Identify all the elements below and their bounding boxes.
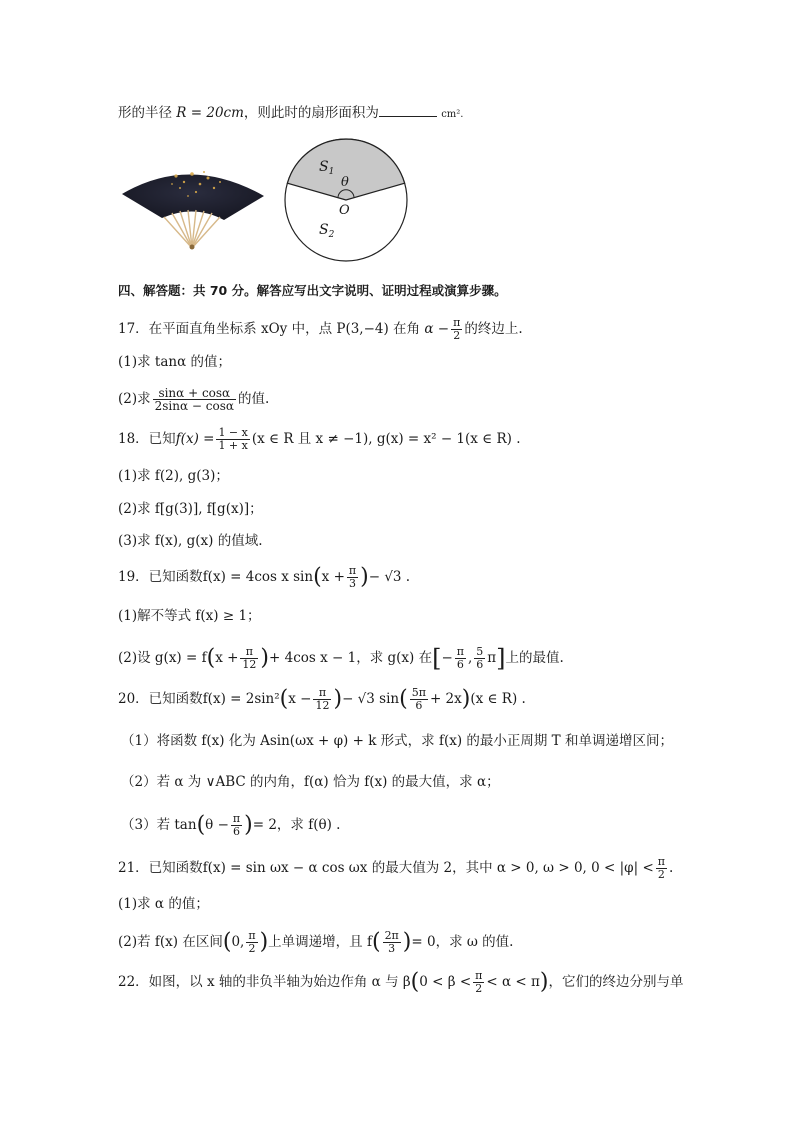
s2-label: $S_2$	[319, 222, 335, 240]
section-heading: 四、解答题：共 70 分。解答应写出文字说明、证明过程或演算步骤。	[118, 283, 507, 298]
intro-line	[118, 103, 463, 125]
q20-stem: 20．已知函数f(x) = 2sin²(x − $\frac{\pi}{12}$ )− √3 sin( $\frac{5\pi}{6}$ + 2x)(x ∈ R) .	[118, 686, 526, 712]
q20-pi-over-12: $\frac{\pi}{12}$	[315, 686, 330, 712]
q20-pi-over-6: $\frac{\pi}{6}$	[232, 812, 241, 838]
q17-part2: (2)求 $\frac{\sin\alpha + \cos\alpha}{2\sin\alpha - \cos\alpha}$ 的值.	[118, 386, 270, 413]
q18-part3: (3)求 f(x), g(x) 的值域.	[118, 533, 263, 549]
intro-prefix: 形的半径	[118, 105, 172, 121]
q20-part3: （3）若 tan(θ − $\frac{\pi}{6}$ )= 2，求 f(θ) .	[121, 812, 341, 838]
fan-leaf	[122, 174, 264, 220]
folding-fan-photo	[120, 160, 266, 252]
q19-stem: 19．已知函数f(x) = 4cos x sin(x + $\frac{\pi}{3}$ )− √3 .	[118, 564, 411, 590]
q17-pi-over-2: $\frac{\pi}{2}$	[453, 316, 461, 342]
q19-pi-over-6: $\frac{\pi}{6}$	[456, 645, 464, 671]
sector-diagram	[280, 134, 416, 264]
q21-part1: (1)求 α 的值；	[118, 896, 209, 912]
answer-blank[interactable]	[379, 104, 437, 117]
theta-label: θ	[341, 175, 349, 190]
q20-part2: （2）若 α 为 ∨ABC 的内角，f(α) 恰为 f(x) 的最大值，求 α；	[121, 774, 500, 790]
area-unit: cm².	[441, 109, 464, 120]
q18-stem: 18．已知f(x) = $\frac{1 - x}{1 + x}$ (x ∈ R 且 x ≠ −1), g(x) = x² − 1(x ∈ R) .	[118, 426, 521, 452]
q18-part2: (2)求 f[g(3)], f[g(x)]；	[118, 501, 263, 517]
q17-tail: 的终边上.	[464, 321, 523, 337]
q22-pi-over-2: $\frac{\pi}{2}$	[475, 969, 483, 995]
s1-label: $S_1$	[319, 159, 335, 177]
q18-fraction: $\frac{1 - x}{1 + x}$	[218, 426, 248, 452]
q22-stem: 22．如图，以 x 轴的非负半轴为始边作角 α 与 β(0 < β < $\frac{\pi}{2}$ < α < π)，它们的终边分别与单	[118, 969, 684, 995]
q19-five-over-six: $\frac{5}{6}$	[476, 645, 484, 671]
q19-part1: (1)解不等式 f(x) ≥ 1；	[118, 608, 261, 624]
radius-expression: R = 20cm	[176, 105, 244, 121]
origin-label: O	[339, 203, 350, 218]
intro-suffix: ，则此时的扇形面积为	[243, 105, 379, 121]
q17-text: 17．在平面直角坐标系 xOy 中，点 P(3,−4) 在角	[118, 321, 421, 337]
q21-pi-over-2: $\frac{\pi}{2}$	[657, 855, 665, 881]
q21-stem: 21．已知函数f(x) = sin ωx − α cos ωx 的最大值为 2，其中 α > 0, ω > 0, 0 < |φ| < $\frac{\pi}{2}$ .	[118, 855, 674, 881]
q17-fraction: $\frac{\sin\alpha + \cos\alpha}{2\sin\alpha - \cos\alpha}$	[154, 386, 234, 413]
q17-stem	[118, 317, 523, 342]
q21-pi-over-2b: $\frac{\pi}{2}$	[248, 929, 256, 955]
q21-twopi-over-3: $\frac{2\pi}{3}$	[384, 929, 399, 955]
q20-fivepi-over-6: $\frac{5\pi}{6}$	[411, 686, 426, 712]
q20-part1: （1）将函数 f(x) 化为 Asin(ωx + φ) + k 形式，求 f(x) 的最小正周期 T 和单调递增区间；	[121, 733, 673, 749]
q19-pi-over-12: $\frac{\pi}{12}$	[242, 645, 257, 671]
q19-pi-over-3: $\frac{\pi}{3}$	[348, 564, 357, 590]
q21-part2: (2)若 f(x) 在区间(0, $\frac{\pi}{2}$ )上单调递增，且 f( $\frac{2\pi}{3}$ )= 0，求 ω 的值.	[118, 929, 514, 955]
q17-angle: α −	[424, 321, 450, 337]
fan-pivot	[190, 245, 195, 250]
q19-part2: (2)设 g(x) = f(x + $\frac{\pi}{12}$ )+ 4cos x − 1，求 g(x) 在[− $\frac{\pi}{6}$ , $\frac{5}{6}$ π]上的最值.	[118, 644, 564, 673]
fan-ribs	[164, 210, 220, 248]
q18-part1: (1)求 f(2), g(3)；	[118, 468, 229, 484]
q17-part1: (1)求 tanα 的值；	[118, 354, 231, 370]
